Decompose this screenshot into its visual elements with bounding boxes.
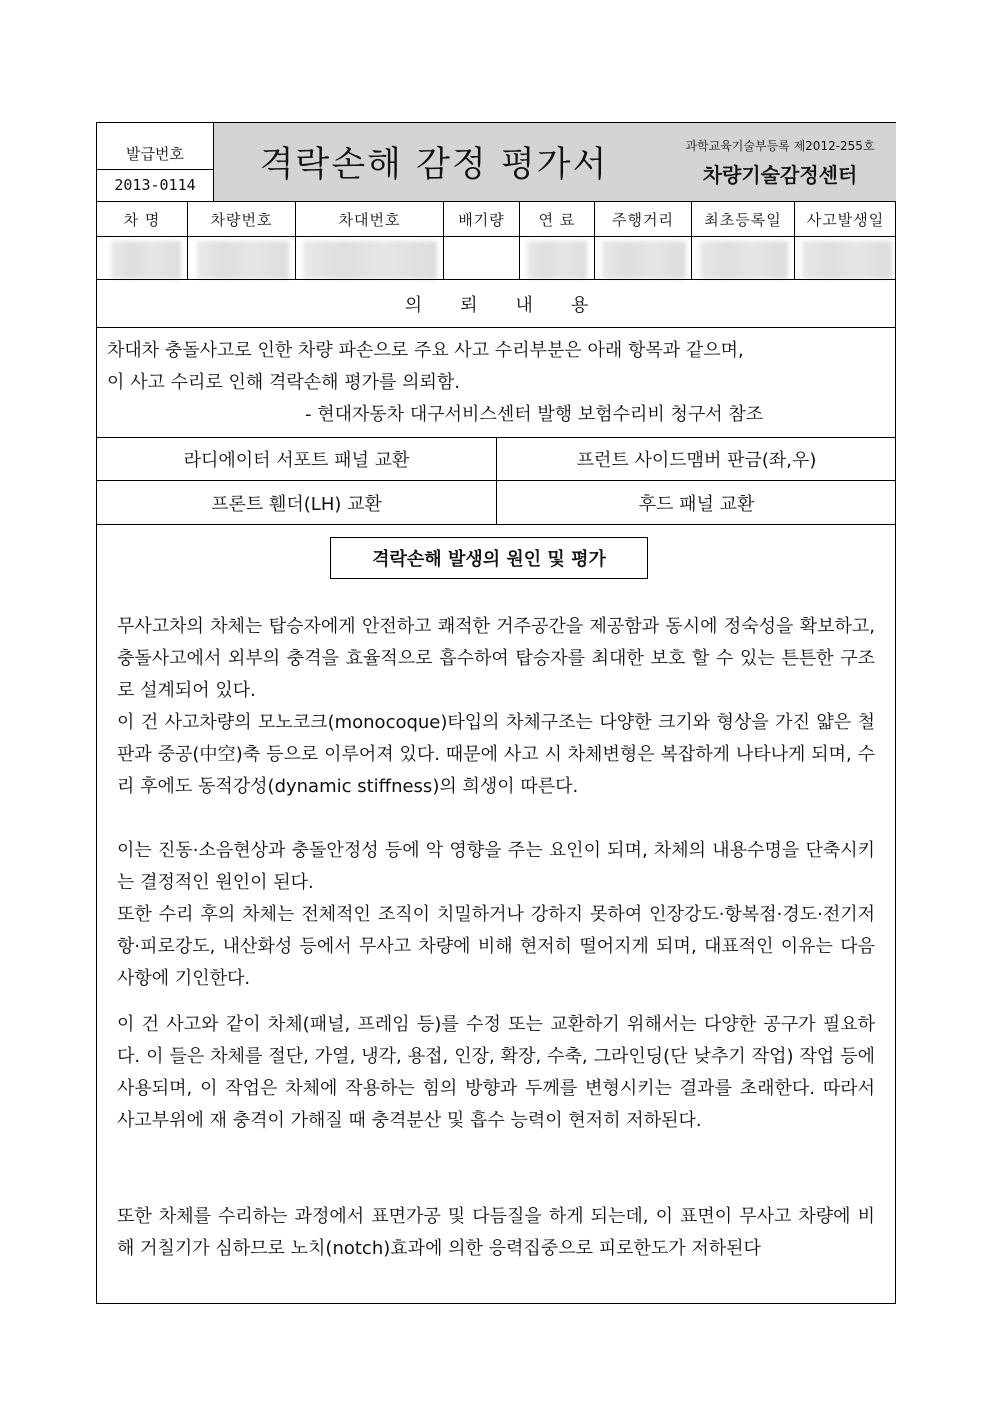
redacted-cell (700, 241, 788, 279)
divider (691, 201, 692, 279)
repair-item: 후드 패널 교환 (638, 493, 755, 515)
evaluation-paragraph: 무사고차의 차체는 탑승자에게 안전하고 쾌적한 거주공간을 제공함과 동시에 정숙성을 확보하고, 충돌사고에서 외부의 충격을 효율적으로 흡수하여 탑승자를 최대한 보호 할 수 있는 튼튼한 구조로 설계되어 있다. (117, 616, 875, 701)
repair-item: 라디에이터 서포트 패널 교환 (183, 450, 410, 471)
request-reference: - 현대자동차 대구서비스센터 발행 보험수리비 청구서 참조 (305, 404, 764, 425)
column-header: 차대번호 (338, 210, 401, 229)
evaluation-paragraph: 이는 진동·소음현상과 충돌안정성 등에 악 영향을 주는 요인이 되며, 차체의 내용수명을 단축시키는 결정적인 원인이 된다. (117, 840, 875, 893)
redacted-cell (602, 241, 686, 279)
evaluation-paragraph: 또한 차체를 수리하는 과정에서 표면가공 및 다듬질을 하게 되는데, 이 표면이 무사고 차량에 비해 거칠기가 심하므로 노치(notch)효과에 의한 응력집중으로 피로한도가 저하된다 (117, 1206, 875, 1259)
divider (594, 201, 595, 279)
evaluation-paragraph: 또한 수리 후의 차체는 전체적인 조직이 치밀하거나 강하지 못하여 인장강도·항복점·경도·전기저항·피로강도, 내산화성 등에서 무사고 차량에 비해 현저히 떨어지게 되며, 대표적인 이유는 다음 사항에 기인한다. (117, 904, 875, 989)
divider (519, 201, 520, 279)
divider (295, 201, 296, 279)
column-header: 차 명 (123, 210, 161, 229)
redacted-cell (111, 241, 181, 279)
divider (794, 201, 795, 279)
appraisal-document (96, 122, 896, 1304)
evaluation-paragraph: 이 건 사고와 같이 차체(패널, 프레임 등)를 수정 또는 교환하기 위해서는 다양한 공구가 필요하다. 이 들은 차체를 절단, 가열, 냉각, 용접, 인장, 확장, 수축, 그라인딩(단 낮추기 작업) 작업 등에 사용되며, 이 작업은 차체에 작용하는 힘의 방향과 두께를 변형시키는 결과를 초래한다. 따라서 사고부위에 재 충격이 가해질 때 충격분산 및 흡수 능력이 현저히 저하된다. (117, 1014, 875, 1131)
request-text-line: 차대차 충돌사고로 인한 차량 파손으로 주요 사고 수리부분은 아래 항목과 같으며, (107, 340, 744, 361)
divider (97, 327, 895, 328)
divider (97, 524, 895, 525)
document-title: 격락손해 감정 평가서 (259, 145, 609, 185)
redacted-cell (303, 241, 437, 279)
divider (496, 437, 497, 524)
column-header: 연 료 (538, 210, 576, 229)
registration-number: 과학교육기술부등록 제2012-255호 (685, 139, 875, 153)
request-text-line: 이 사고 수리로 인해 격락손해 평가를 의뢰함. (107, 372, 461, 393)
redacted-cell (802, 241, 892, 279)
repair-item: 프런트 사이드맴버 판금(좌,우) (576, 450, 817, 471)
column-header: 차량번호 (210, 210, 273, 229)
center-name: 차량기술감정센터 (702, 163, 858, 187)
divider (443, 201, 444, 279)
repair-item: 프론트 휀더(LH) 교환 (211, 493, 382, 515)
evaluation-paragraph: 이 건 사고차량의 모노코크(monocoque)타입의 차체구조는 다양한 크기와 형상을 가진 얇은 철판과 중공(中空)축 등으로 이루어져 있다. 때문에 사고 시 차체변형은 복잡하게 나타나게 되며, 수리 후에도 동적강성(dynamic stiffness)의 희생이 따른다. (117, 712, 875, 797)
issue-number-label: 발급번호 (126, 144, 184, 163)
evaluation-title: 격락손해 발생의 원인 및 평가 (330, 537, 648, 579)
column-header: 주행거리 (612, 210, 674, 229)
divider (187, 201, 188, 279)
column-header: 배기량 (458, 210, 505, 229)
issue-number: 2013-0114 (114, 176, 196, 194)
redacted-cell (527, 241, 587, 279)
redacted-cell (197, 241, 289, 279)
divider (97, 236, 895, 237)
column-header: 사고발생일 (806, 210, 885, 229)
column-header: 최초등록일 (704, 210, 782, 229)
request-section-title: 의뢰내용 (404, 294, 627, 316)
